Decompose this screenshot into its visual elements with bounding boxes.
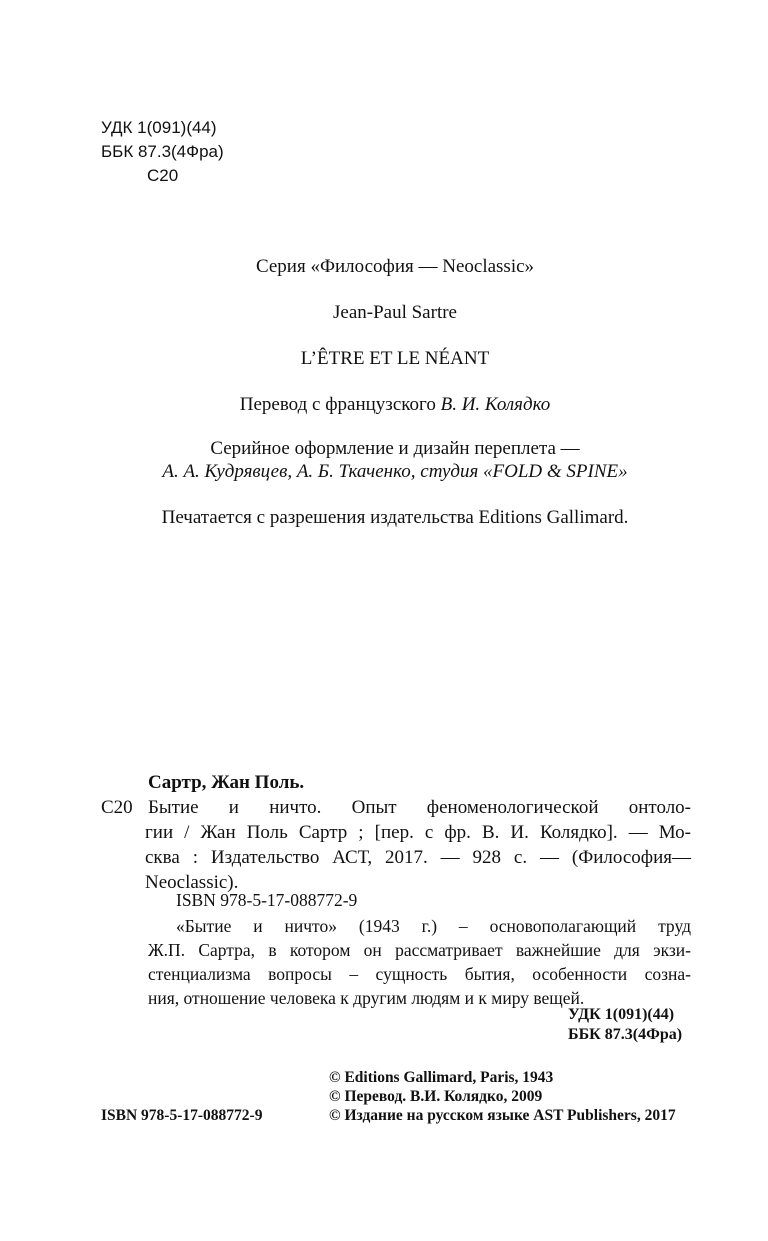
annotation-line: ния, отношение человека к другим людям и к миру вещей.: [148, 988, 585, 1008]
description-line: гии / Жан Поль Сартр ; [пер. с фр. В. И. Колядко]. — Мо-: [145, 822, 691, 843]
original-author: Jean-Paul Sartre: [333, 302, 457, 323]
card-bbk-code: ББК 87.3(4Фра): [568, 1026, 683, 1043]
card-udk-code: УДК 1(091)(44): [568, 1006, 675, 1023]
design-line-1: Серийное оформление и дизайн переплета —: [210, 438, 580, 459]
copyright-block: [329, 1068, 676, 1125]
card-heading: Сартр, Жан Поль.: [148, 772, 305, 793]
bbk-code: ББК 87.3(4Фра): [101, 142, 224, 161]
card-udk: [568, 1005, 682, 1045]
annotation-line: стенциализма вопросы – сущность бытия, особенности созна-: [148, 964, 691, 984]
translation-line: [0, 394, 768, 416]
card-description: [145, 795, 691, 895]
copyright-line: © Перевод. В.И. Колядко, 2009: [329, 1088, 543, 1105]
design-line-2: А. А. Кудрявцев, А. Б. Ткаченко, студия «FOLD & SPINE»: [162, 461, 628, 482]
author-mark: С20: [147, 166, 179, 185]
annotation-line: «Бытие и ничто» (1943 г.) – основополагающий труд: [176, 916, 691, 936]
description-line: сква : Издательство АСТ, 2017. — 928 с. — (Философия—: [145, 847, 691, 868]
series-line: Серия «Философия — Neoclassic»: [255, 256, 535, 277]
translator-name: В. И. Колядко: [440, 394, 551, 415]
classification-codes: [101, 116, 224, 188]
copyright-line: © Editions Gallimard, Paris, 1943: [329, 1069, 554, 1086]
description-line: Neoclassic).: [145, 872, 239, 893]
original-title: L’ÊTRE ET LE NÉANT: [300, 348, 490, 369]
description-line: Бытие и ничто. Опыт феноменологической онтоло-: [148, 797, 691, 818]
card-annotation: [148, 914, 691, 1010]
permission-line: Печатается с разрешения издательства Editions Gallimard.: [161, 507, 629, 528]
annotation-line: Ж.П. Сартра, в котором он рассматривает важнейшие для экзи-: [148, 940, 691, 960]
card-isbn: ISBN 978-5-17-088772-9: [176, 890, 358, 910]
copyright-line: © Издание на русском языке AST Publishers, 2017: [329, 1107, 676, 1124]
footer-isbn: ISBN 978-5-17-088772-9: [101, 1107, 263, 1124]
udk-code: УДК 1(091)(44): [101, 118, 217, 137]
translation-prefix: Перевод с французского: [239, 394, 436, 415]
card-mark: С20: [101, 797, 133, 818]
